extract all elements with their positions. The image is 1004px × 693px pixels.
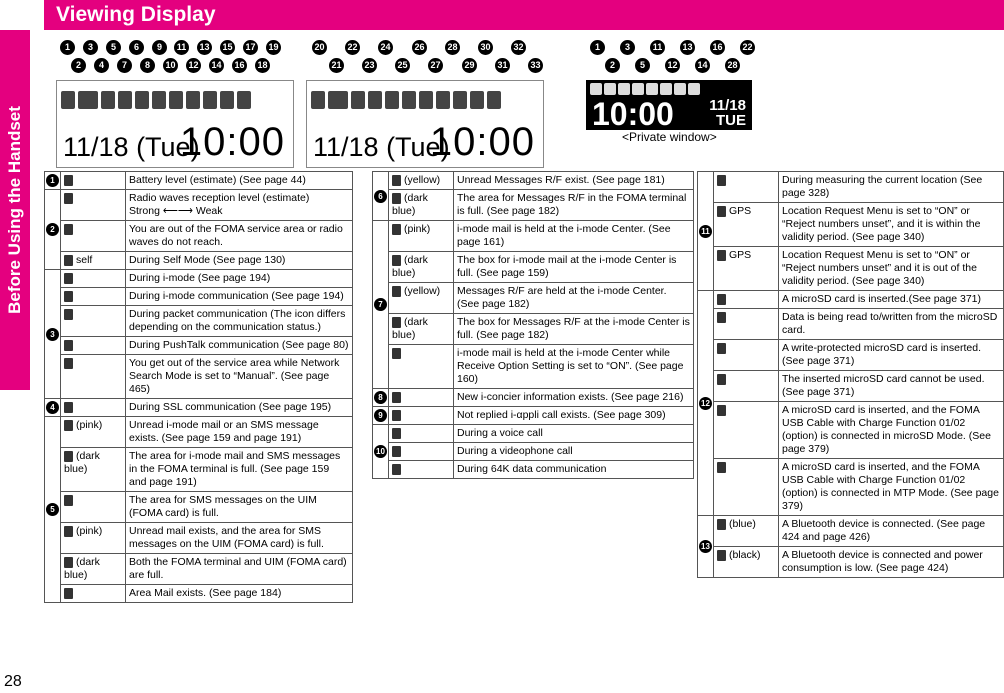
status-icon	[717, 550, 726, 561]
icon-cell: (dark blue)	[61, 448, 126, 492]
manner-mode-icon	[220, 91, 234, 109]
status-icon	[64, 358, 73, 369]
status-icon	[717, 374, 726, 385]
icon-cell	[714, 291, 779, 309]
callout-16: 16	[232, 58, 247, 73]
status-icon	[392, 348, 401, 359]
table-row	[45, 492, 353, 523]
icon-table-3	[697, 171, 1004, 578]
icon-cell	[714, 371, 779, 402]
status-icon	[64, 451, 73, 462]
callout-11: 11	[650, 40, 665, 55]
callout-8: 8	[140, 58, 155, 73]
infrared-icon	[453, 91, 467, 109]
item-number: 9	[374, 409, 387, 422]
display-time: 10:00	[179, 120, 285, 164]
private-time: 10:00	[592, 96, 674, 132]
description: During i-mode (See page 194)	[126, 270, 353, 288]
description: During PushTalk communication (See page 80)	[126, 337, 353, 355]
page-title: Viewing Display	[44, 0, 1004, 30]
item-number: 2	[46, 223, 59, 236]
item-number: 3	[46, 328, 59, 341]
table-row	[373, 461, 694, 479]
description: A microSD card is inserted.(See page 371)	[779, 291, 1004, 309]
table-row	[698, 547, 1004, 578]
description: During i-mode communication (See page 194)	[126, 288, 353, 306]
battery-icon	[311, 91, 325, 109]
callout-1: 1	[60, 40, 75, 55]
callout-29: 29	[462, 58, 477, 73]
description: The inserted microSD card cannot be used. (See page 371)	[779, 371, 1004, 402]
icon-cell	[61, 172, 126, 190]
table-row	[45, 288, 353, 306]
description: The area for SMS messages on the UIM (FOMA card) is full.	[126, 492, 353, 523]
description: A Bluetooth device is connected. (See page 424 and page 426)	[779, 516, 1004, 547]
description: The area for Messages R/F in the FOMA terminal is full. (See page 182)	[454, 190, 694, 221]
description: You get out of the service area while Network Search Mode is set to “Manual”. (See page 465)	[126, 355, 353, 399]
callout-26: 26	[412, 40, 427, 55]
status-icon	[64, 193, 73, 204]
record-icon	[487, 91, 501, 109]
alarm-icon	[237, 91, 251, 109]
status-icon	[392, 410, 401, 421]
icon-cell: self	[61, 252, 126, 270]
callout-7: 7	[117, 58, 132, 73]
description: Area Mail exists. (See page 184)	[126, 585, 353, 603]
table-row	[45, 190, 353, 221]
mail-icon	[632, 83, 644, 95]
display-screen-2	[306, 80, 544, 168]
icon-cell	[714, 459, 779, 516]
keypad-lock-icon	[419, 91, 433, 109]
page-number: 28	[4, 673, 22, 690]
item-number: 10	[374, 445, 387, 458]
description: During a videophone call	[454, 443, 694, 461]
table-row	[373, 172, 694, 190]
icon-cell	[389, 443, 454, 461]
battery-icon	[590, 83, 602, 95]
icon-cell: GPS	[714, 203, 779, 247]
status-icon	[64, 255, 73, 266]
iconcier-icon	[135, 91, 149, 109]
display-screen-1	[56, 80, 294, 168]
status-icon	[64, 309, 73, 320]
icon-cell	[389, 345, 454, 389]
item-number: 7	[374, 298, 387, 311]
description: During Self Mode (See page 130)	[126, 252, 353, 270]
lock-icon	[385, 91, 399, 109]
description: Not replied i-αppli call exists. (See page 309)	[454, 407, 694, 425]
description: Unread i-mode mail or an SMS message exists. (See page 159 and page 191)	[126, 417, 353, 448]
icon-cell: GPS	[714, 247, 779, 291]
imode-icon	[101, 91, 115, 109]
item-number: 5	[46, 503, 59, 516]
description: A write-protected microSD card is inserted. (See page 371)	[779, 340, 1004, 371]
private-window-caption: <Private window>	[622, 130, 717, 144]
callout-1: 1	[590, 40, 605, 55]
private-window	[586, 80, 752, 130]
status-icon	[717, 312, 726, 323]
status-icon	[392, 224, 401, 235]
callout-24: 24	[378, 40, 393, 55]
icon-cell	[61, 306, 126, 337]
description: Radio waves reception level (estimate) Strong ⟵⟶ Weak	[126, 190, 353, 221]
description: During packet communication (The icon differs depending on the communication status.)	[126, 306, 353, 337]
table-row	[698, 309, 1004, 340]
item-number: 12	[699, 397, 712, 410]
callout-31: 31	[495, 58, 510, 73]
description: The area for i-mode mail and SMS messages in the FOMA terminal is full. (See page 159 and page 191)	[126, 448, 353, 492]
callout-16: 16	[710, 40, 725, 55]
table-row	[373, 345, 694, 389]
alarm-icon	[368, 91, 382, 109]
table-row	[45, 585, 353, 603]
description: i-mode mail is held at the i-mode Center while Receive Option Setting is set to “ON”. (See page 160)	[454, 345, 694, 389]
status-icon	[717, 175, 726, 186]
bell-icon	[402, 91, 416, 109]
bluetooth-icon	[674, 83, 686, 95]
private-icon-row	[590, 83, 700, 95]
icon-cell: (yellow)	[389, 172, 454, 190]
status-icon	[392, 175, 401, 186]
item-number: 8	[374, 391, 387, 404]
table-row	[45, 355, 353, 399]
table-row	[373, 221, 694, 252]
side-tab	[0, 30, 30, 390]
callout-22: 22	[740, 40, 755, 55]
description: Battery level (estimate) (See page 44)	[126, 172, 353, 190]
status-icon	[717, 206, 726, 217]
icon-table-1	[44, 171, 353, 603]
callout-19: 19	[266, 40, 281, 55]
status-icon	[392, 193, 401, 204]
callout-12: 12	[186, 58, 201, 73]
icon-cell: (dark blue)	[61, 554, 126, 585]
icon-cell: (blue)	[714, 516, 779, 547]
callout-9: 9	[152, 40, 167, 55]
icon-cell	[714, 340, 779, 371]
status-icon	[392, 317, 401, 328]
imode-icon	[618, 83, 630, 95]
callout-14: 14	[695, 58, 710, 73]
description: Unread Messages R/F exist. (See page 181)	[454, 172, 694, 190]
table-row	[45, 448, 353, 492]
icon-cell	[61, 337, 126, 355]
status-icon	[64, 526, 73, 537]
signal-icon	[78, 91, 98, 109]
table-row	[698, 402, 1004, 459]
callout-3: 3	[620, 40, 635, 55]
status-icon	[64, 175, 73, 186]
table-row	[698, 203, 1004, 247]
call-icon	[203, 91, 217, 109]
icon-cell	[61, 399, 126, 417]
table-row	[373, 425, 694, 443]
icon-table-2	[372, 171, 694, 479]
icon-cell: (dark blue)	[389, 190, 454, 221]
table-row	[45, 337, 353, 355]
icon-cell	[61, 221, 126, 252]
item-number: 1	[46, 174, 59, 187]
table-row	[45, 172, 353, 190]
callout-14: 14	[209, 58, 224, 73]
icon-cell: (pink)	[389, 221, 454, 252]
callout-28: 28	[445, 40, 460, 55]
display-date: 11/18 (Tue)	[63, 132, 200, 162]
status-icon	[64, 224, 73, 235]
table-row	[373, 314, 694, 345]
table-row	[698, 516, 1004, 547]
location-icon	[646, 83, 658, 95]
callout-2: 2	[71, 58, 86, 73]
item-number: 11	[699, 225, 712, 238]
description: i-mode mail is held at the i-mode Center. (See page 161)	[454, 221, 694, 252]
callout-4: 4	[94, 58, 109, 73]
callout-13: 13	[680, 40, 695, 55]
description: Location Request Menu is set to “ON” or “Reject numbers unset” and it is out of the validity period. (See page 340)	[779, 247, 1004, 291]
callout-5: 5	[635, 58, 650, 73]
status-icon	[392, 392, 401, 403]
status-icon	[64, 291, 73, 302]
status-icon	[64, 273, 73, 284]
schedule-icon	[436, 91, 450, 109]
status-icon-row-2	[311, 87, 539, 113]
callout-15: 15	[220, 40, 235, 55]
table-row	[698, 247, 1004, 291]
icon-cell	[61, 270, 126, 288]
callout-12: 12	[665, 58, 680, 73]
icon-cell	[61, 585, 126, 603]
callout-11: 11	[174, 40, 189, 55]
table-row	[373, 283, 694, 314]
status-icon	[717, 405, 726, 416]
table-row	[45, 252, 353, 270]
status-icon-row	[61, 87, 289, 113]
table-row	[45, 306, 353, 337]
table-row	[698, 291, 1004, 309]
microsd-icon	[660, 83, 672, 95]
icon-cell: (dark blue)	[389, 252, 454, 283]
status-icon	[392, 428, 401, 439]
callout-33: 33	[528, 58, 543, 73]
status-icon	[717, 343, 726, 354]
icon-cell	[61, 288, 126, 306]
status-icon	[392, 464, 401, 475]
table-row	[698, 172, 1004, 203]
table-row	[373, 389, 694, 407]
icon-cell	[714, 402, 779, 459]
side-tab-label: Before Using the Handset	[5, 106, 24, 314]
callout-10: 10	[163, 58, 178, 73]
icon-cell	[389, 389, 454, 407]
description: During 64K data communication	[454, 461, 694, 479]
mute-icon	[470, 91, 484, 109]
icon-cell: (dark blue)	[389, 314, 454, 345]
status-icon	[64, 495, 73, 506]
item-number: 4	[46, 401, 59, 414]
private-date: 11/18 TUE	[709, 97, 746, 129]
callout-3: 3	[83, 40, 98, 55]
status-icon	[717, 294, 726, 305]
table-row	[45, 554, 353, 585]
callout-22: 22	[345, 40, 360, 55]
callout-5: 5	[106, 40, 121, 55]
table-row	[698, 340, 1004, 371]
table-row	[698, 459, 1004, 516]
icon-cell	[61, 190, 126, 221]
callout-21: 21	[329, 58, 344, 73]
item-number: 6	[374, 190, 387, 203]
icon-cell: (pink)	[61, 417, 126, 448]
item-number: 13	[699, 540, 712, 553]
callout-17: 17	[243, 40, 258, 55]
table-row	[45, 523, 353, 554]
status-icon	[64, 340, 73, 351]
status-icon	[392, 446, 401, 457]
callout-30: 30	[478, 40, 493, 55]
battery-icon	[61, 91, 75, 109]
description: Both the FOMA terminal and UIM (FOMA card) are full.	[126, 554, 353, 585]
callout-20: 20	[312, 40, 327, 55]
table-row	[45, 417, 353, 448]
status-icon	[64, 588, 73, 599]
icon-cell	[389, 461, 454, 479]
table-row	[45, 399, 353, 417]
callout-27: 27	[428, 58, 443, 73]
status-icon	[64, 557, 73, 568]
icon-cell	[389, 425, 454, 443]
description: Data is being read to/written from the microSD card.	[779, 309, 1004, 340]
description: A microSD card is inserted, and the FOMA USB Cable with Charge Function 01/02 (option) is connected in microSD Mode. (See page 379)	[779, 402, 1004, 459]
icon-cell	[714, 172, 779, 203]
signal-icon	[604, 83, 616, 95]
mail-icon	[118, 91, 132, 109]
table-row	[373, 252, 694, 283]
display-time: 10:00	[429, 120, 535, 164]
status-icon	[717, 462, 726, 473]
callout-6: 6	[129, 40, 144, 55]
icon-cell: (yellow)	[389, 283, 454, 314]
status-icon	[392, 255, 401, 266]
icon-cell: (black)	[714, 547, 779, 578]
callout-23: 23	[362, 58, 377, 73]
status-icon	[64, 420, 73, 431]
callout-32: 32	[511, 40, 526, 55]
table-row	[373, 190, 694, 221]
microsd-icon	[169, 91, 183, 109]
callout-2: 2	[605, 58, 620, 73]
callout-28: 28	[725, 58, 740, 73]
icon-cell	[61, 492, 126, 523]
icon-cell	[389, 407, 454, 425]
display-date: 11/18 (Tue)	[313, 132, 450, 162]
location-icon	[152, 91, 166, 109]
description: The box for Messages R/F at the i-mode Center is full. (See page 182)	[454, 314, 694, 345]
description: Messages R/F are held at the i-mode Center. (See page 182)	[454, 283, 694, 314]
status-icon	[392, 286, 401, 297]
call-icon	[688, 83, 700, 95]
status-icon	[717, 250, 726, 261]
description: You are out of the FOMA service area or radio waves do not reach.	[126, 221, 353, 252]
callout-25: 25	[395, 58, 410, 73]
signal-icon	[328, 91, 348, 109]
table-row	[45, 270, 353, 288]
table-row	[45, 221, 353, 252]
callout-13: 13	[197, 40, 212, 55]
status-icon	[717, 519, 726, 530]
description: During SSL communication (See page 195)	[126, 399, 353, 417]
description: During a voice call	[454, 425, 694, 443]
description: The box for i-mode mail at the i-mode Center is full. (See page 159)	[454, 252, 694, 283]
bluetooth-icon	[186, 91, 200, 109]
description: A microSD card is inserted, and the FOMA USB Cable with Charge Function 01/02 (option) is connected in MTP Mode. (See page 379)	[779, 459, 1004, 516]
icon-cell: (pink)	[61, 523, 126, 554]
description: A Bluetooth device is connected and power consumption is low. (See page 424)	[779, 547, 1004, 578]
table-row	[373, 407, 694, 425]
icon-cell	[714, 309, 779, 340]
description: During measuring the current location (See page 328)	[779, 172, 1004, 203]
description: Location Request Menu is set to “ON” or “Reject numbers unset”, and it is within the validity period. (See page 340)	[779, 203, 1004, 247]
description: New i-concier information exists. (See page 216)	[454, 389, 694, 407]
callout-18: 18	[255, 58, 270, 73]
table-row	[698, 371, 1004, 402]
status-icon	[64, 402, 73, 413]
icon-cell	[61, 355, 126, 399]
voice-icon	[351, 91, 365, 109]
description: Unread mail exists, and the area for SMS messages on the UIM (FOMA card) is full.	[126, 523, 353, 554]
table-row	[373, 443, 694, 461]
